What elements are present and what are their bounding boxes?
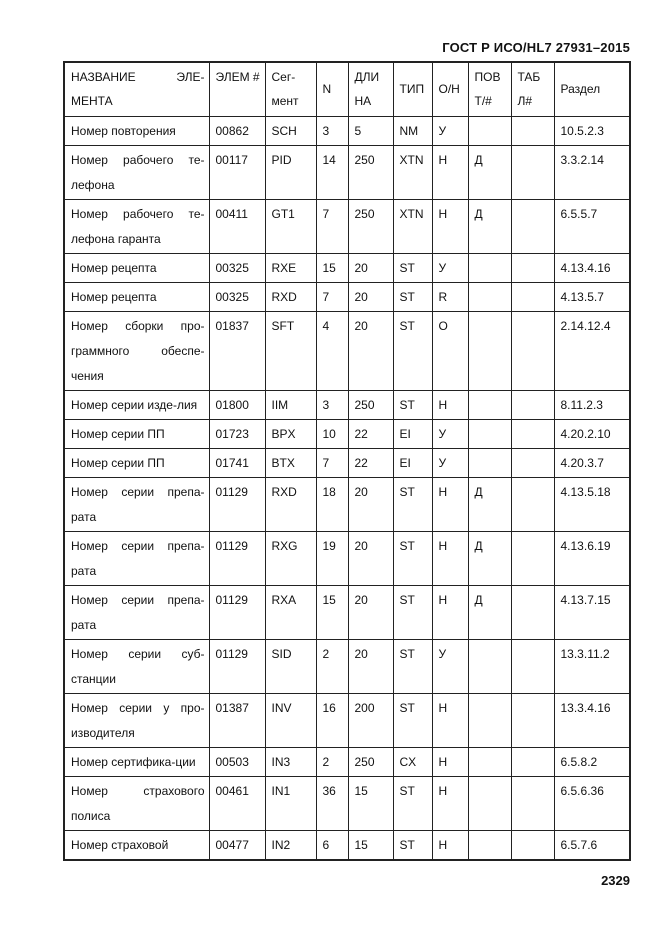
cell-sequence: 18 [316, 478, 348, 532]
cell-optionality: Н [432, 586, 468, 640]
cell-element-name: Номер серии ПП [64, 449, 209, 478]
cell-segment: IN2 [265, 831, 316, 861]
cell-sequence: 3 [316, 391, 348, 420]
cell-table-number [511, 831, 554, 861]
cell-segment: BPX [265, 420, 316, 449]
cell-section: 6.5.6.36 [554, 777, 630, 831]
cell-length: 250 [348, 200, 393, 254]
cell-repetition: Д [468, 478, 511, 532]
cell-sequence: 14 [316, 146, 348, 200]
cell-sequence: 6 [316, 831, 348, 861]
column-header-element-number: ЭЛЕМ # [209, 62, 265, 117]
cell-table-number [511, 478, 554, 532]
cell-element-name: Номер серии суб-станции [64, 640, 209, 694]
cell-length: 200 [348, 694, 393, 748]
cell-sequence: 15 [316, 586, 348, 640]
cell-length: 5 [348, 117, 393, 146]
column-header-length: ДЛИ НА [348, 62, 393, 117]
table-header [64, 62, 630, 117]
cell-element-number: 01800 [209, 391, 265, 420]
cell-type: ST [393, 694, 432, 748]
cell-element-name: Номер страхового полиса [64, 777, 209, 831]
table-row [64, 283, 630, 312]
cell-optionality: Н [432, 532, 468, 586]
cell-repetition [468, 391, 511, 420]
cell-sequence: 7 [316, 200, 348, 254]
cell-optionality: У [432, 449, 468, 478]
table-row [64, 694, 630, 748]
cell-section: 8.11.2.3 [554, 391, 630, 420]
cell-sequence: 2 [316, 748, 348, 777]
column-header-repetition: ПОВ Т/# [468, 62, 511, 117]
column-header-section: Раздел [554, 62, 630, 117]
cell-element-name: Номер серии препа-рата [64, 478, 209, 532]
cell-sequence: 2 [316, 640, 348, 694]
cell-element-name: Номер серии ПП [64, 420, 209, 449]
cell-element-number: 01837 [209, 312, 265, 391]
cell-segment: RXD [265, 478, 316, 532]
cell-table-number [511, 391, 554, 420]
cell-section: 6.5.7.6 [554, 831, 630, 861]
cell-type: ST [393, 777, 432, 831]
cell-element-number: 01741 [209, 449, 265, 478]
cell-repetition [468, 694, 511, 748]
cell-repetition: Д [468, 146, 511, 200]
cell-repetition: Д [468, 200, 511, 254]
cell-type: ST [393, 312, 432, 391]
cell-type: CX [393, 748, 432, 777]
cell-sequence: 19 [316, 532, 348, 586]
cell-type: XTN [393, 146, 432, 200]
column-header-segment: Сег-мент [265, 62, 316, 117]
cell-element-name: Номер страховой [64, 831, 209, 861]
cell-section: 4.20.2.10 [554, 420, 630, 449]
cell-optionality: Н [432, 777, 468, 831]
cell-segment: RXE [265, 254, 316, 283]
cell-section: 4.13.5.7 [554, 283, 630, 312]
column-header-sequence: N [316, 62, 348, 117]
cell-optionality: Н [432, 478, 468, 532]
cell-optionality: У [432, 640, 468, 694]
cell-element-number: 00461 [209, 777, 265, 831]
cell-table-number [511, 777, 554, 831]
cell-optionality: Н [432, 200, 468, 254]
cell-element-name: Номер серии препа-рата [64, 586, 209, 640]
cell-element-name: Номер сборки про-граммного обеспе-чения [64, 312, 209, 391]
cell-element-name: Номер повторения [64, 117, 209, 146]
cell-segment: IIM [265, 391, 316, 420]
cell-element-number: 00325 [209, 283, 265, 312]
cell-element-number: 01723 [209, 420, 265, 449]
cell-segment: PID [265, 146, 316, 200]
cell-repetition [468, 777, 511, 831]
cell-type: ST [393, 532, 432, 586]
cell-type: EI [393, 420, 432, 449]
table-row [64, 586, 630, 640]
cell-type: XTN [393, 200, 432, 254]
table-row [64, 254, 630, 283]
cell-table-number [511, 694, 554, 748]
cell-section: 6.5.5.7 [554, 200, 630, 254]
table-row [64, 777, 630, 831]
cell-element-number: 00117 [209, 146, 265, 200]
cell-repetition [468, 449, 511, 478]
cell-section: 6.5.8.2 [554, 748, 630, 777]
cell-section: 13.3.11.2 [554, 640, 630, 694]
cell-optionality: Н [432, 391, 468, 420]
cell-sequence: 7 [316, 283, 348, 312]
table-row [64, 200, 630, 254]
cell-section: 4.13.5.18 [554, 478, 630, 532]
cell-table-number [511, 586, 554, 640]
cell-segment: GT1 [265, 200, 316, 254]
cell-table-number [511, 640, 554, 694]
table-row [64, 146, 630, 200]
table-row [64, 449, 630, 478]
page-number: 2329 [601, 873, 630, 888]
table-row [64, 640, 630, 694]
cell-table-number [511, 748, 554, 777]
cell-section: 4.20.3.7 [554, 449, 630, 478]
cell-length: 15 [348, 831, 393, 861]
cell-section: 4.13.4.16 [554, 254, 630, 283]
cell-length: 20 [348, 283, 393, 312]
table-row [64, 748, 630, 777]
table-row [64, 391, 630, 420]
cell-section: 4.13.7.15 [554, 586, 630, 640]
table-row [64, 532, 630, 586]
cell-section: 2.14.12.4 [554, 312, 630, 391]
cell-length: 20 [348, 532, 393, 586]
cell-segment: BTX [265, 449, 316, 478]
cell-type: ST [393, 254, 432, 283]
cell-length: 20 [348, 312, 393, 391]
cell-type: ST [393, 640, 432, 694]
cell-length: 250 [348, 391, 393, 420]
cell-repetition [468, 420, 511, 449]
cell-element-number: 00477 [209, 831, 265, 861]
cell-length: 15 [348, 777, 393, 831]
cell-sequence: 7 [316, 449, 348, 478]
cell-section: 13.3.4.16 [554, 694, 630, 748]
table-row [64, 312, 630, 391]
cell-optionality: Н [432, 831, 468, 861]
cell-length: 250 [348, 748, 393, 777]
cell-type: ST [393, 831, 432, 861]
cell-table-number [511, 146, 554, 200]
cell-segment: RXA [265, 586, 316, 640]
cell-repetition [468, 312, 511, 391]
segment-elements-table [63, 61, 631, 861]
cell-sequence: 16 [316, 694, 348, 748]
cell-section: 3.3.2.14 [554, 146, 630, 200]
cell-sequence: 3 [316, 117, 348, 146]
table-row [64, 117, 630, 146]
cell-element-name: Номер рабочего те-лефона [64, 146, 209, 200]
cell-repetition [468, 831, 511, 861]
cell-length: 20 [348, 640, 393, 694]
cell-optionality: R [432, 283, 468, 312]
cell-repetition [468, 254, 511, 283]
cell-element-name: Номер серии препа-рата [64, 532, 209, 586]
cell-segment: SCH [265, 117, 316, 146]
cell-table-number [511, 420, 554, 449]
cell-type: EI [393, 449, 432, 478]
cell-sequence: 4 [316, 312, 348, 391]
document-header: ГОСТ Р ИСО/HL7 27931–2015 [442, 40, 630, 55]
cell-type: ST [393, 586, 432, 640]
cell-segment: SID [265, 640, 316, 694]
cell-element-name: Номер серии у про-изводителя [64, 694, 209, 748]
cell-repetition [468, 283, 511, 312]
cell-length: 20 [348, 586, 393, 640]
cell-table-number [511, 312, 554, 391]
cell-element-number: 00503 [209, 748, 265, 777]
cell-sequence: 15 [316, 254, 348, 283]
cell-element-name: Номер рецепта [64, 254, 209, 283]
cell-element-number: 00862 [209, 117, 265, 146]
cell-element-number: 01129 [209, 478, 265, 532]
cell-repetition: Д [468, 532, 511, 586]
cell-segment: RXD [265, 283, 316, 312]
cell-repetition [468, 748, 511, 777]
cell-optionality: У [432, 420, 468, 449]
cell-type: ST [393, 478, 432, 532]
cell-segment: RXG [265, 532, 316, 586]
column-header-type: ТИП [393, 62, 432, 117]
cell-optionality: Н [432, 146, 468, 200]
cell-element-number: 01129 [209, 586, 265, 640]
cell-length: 20 [348, 254, 393, 283]
cell-table-number [511, 254, 554, 283]
header-row [64, 62, 630, 117]
cell-sequence: 36 [316, 777, 348, 831]
cell-segment: IN1 [265, 777, 316, 831]
cell-optionality: У [432, 117, 468, 146]
cell-element-number: 01129 [209, 532, 265, 586]
cell-type: ST [393, 283, 432, 312]
table-row [64, 831, 630, 861]
cell-element-number: 01129 [209, 640, 265, 694]
cell-section: 10.5.2.3 [554, 117, 630, 146]
table-row [64, 420, 630, 449]
cell-table-number [511, 200, 554, 254]
column-header-optionality: О/Н [432, 62, 468, 117]
cell-optionality: У [432, 254, 468, 283]
table-body [64, 117, 630, 861]
cell-segment: SFT [265, 312, 316, 391]
cell-segment: INV [265, 694, 316, 748]
column-header-element-name: НАЗВАНИЕ ЭЛЕ-МЕНТА [64, 62, 209, 117]
cell-element-name: Номер сертифика-ции [64, 748, 209, 777]
cell-repetition [468, 640, 511, 694]
cell-table-number [511, 283, 554, 312]
table-row [64, 478, 630, 532]
cell-length: 22 [348, 449, 393, 478]
cell-type: ST [393, 391, 432, 420]
cell-section: 4.13.6.19 [554, 532, 630, 586]
cell-optionality: Н [432, 694, 468, 748]
cell-table-number [511, 449, 554, 478]
cell-element-number: 00325 [209, 254, 265, 283]
cell-segment: IN3 [265, 748, 316, 777]
cell-repetition [468, 117, 511, 146]
cell-optionality: O [432, 312, 468, 391]
cell-element-number: 01387 [209, 694, 265, 748]
cell-element-name: Номер рабочего те-лефона гаранта [64, 200, 209, 254]
cell-length: 22 [348, 420, 393, 449]
cell-repetition: Д [468, 586, 511, 640]
cell-element-name: Номер рецепта [64, 283, 209, 312]
cell-length: 20 [348, 478, 393, 532]
cell-type: NM [393, 117, 432, 146]
cell-length: 250 [348, 146, 393, 200]
column-header-table-number: ТАБ Л# [511, 62, 554, 117]
cell-element-number: 00411 [209, 200, 265, 254]
cell-optionality: Н [432, 748, 468, 777]
cell-table-number [511, 532, 554, 586]
cell-table-number [511, 117, 554, 146]
cell-element-name: Номер серии изде-лия [64, 391, 209, 420]
cell-sequence: 10 [316, 420, 348, 449]
